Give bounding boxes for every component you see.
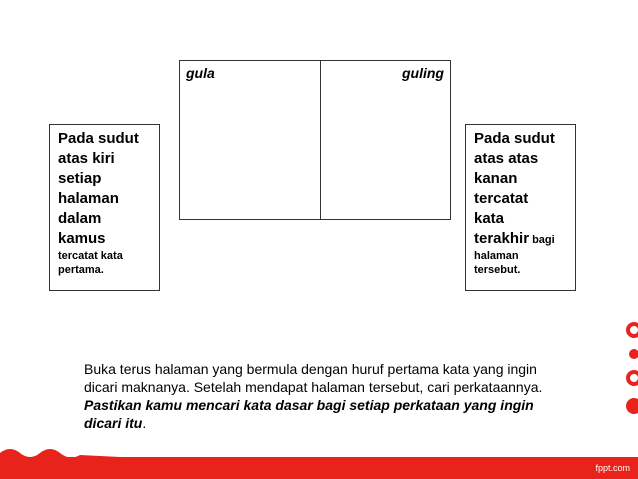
note-small-text: tercatat kata pertama. [58,250,123,276]
note-line: kata [474,210,505,227]
left-corner-note [49,124,160,291]
note-line: Pada sudut [474,130,555,147]
note-big-word: terakhir [474,230,530,247]
footer-bar [0,457,638,479]
paragraph-text: Buka terus halaman yang bermula dengan huruf pertama kata yang ingin dicari maknanya. Setelah mendapat halaman tersebut, cari perkataannya. [84,361,543,395]
note-line: dalam [58,210,102,227]
note-line-mixed [474,229,567,249]
last-guide-word: guling [402,65,444,81]
note-line: tercatat [474,190,529,207]
right-corner-note [465,124,576,291]
note-line: atas atas [474,150,539,167]
note-line: setiap [58,170,102,187]
note-line: halaman [58,190,119,207]
footer-brand: fppt.com [595,463,630,473]
note-line: kanan [474,170,518,187]
page-divider [320,61,321,219]
instruction-paragraph [84,360,554,432]
paragraph-emphasis: Pastikan kamu mencari kata dasar bagi setiap perkataan yang ingin dicari itu [84,397,534,431]
note-small-inline: bagi [529,234,555,246]
paragraph-end: . [142,415,147,431]
note-line: kamus [58,230,106,247]
dictionary-page-diagram [179,60,451,220]
first-guide-word: gula [186,65,215,81]
note-small-text: halaman tersebut. [474,250,521,276]
note-line: atas kiri [58,150,115,167]
note-line: Pada sudut [58,130,139,147]
edge-decoration [616,320,638,430]
